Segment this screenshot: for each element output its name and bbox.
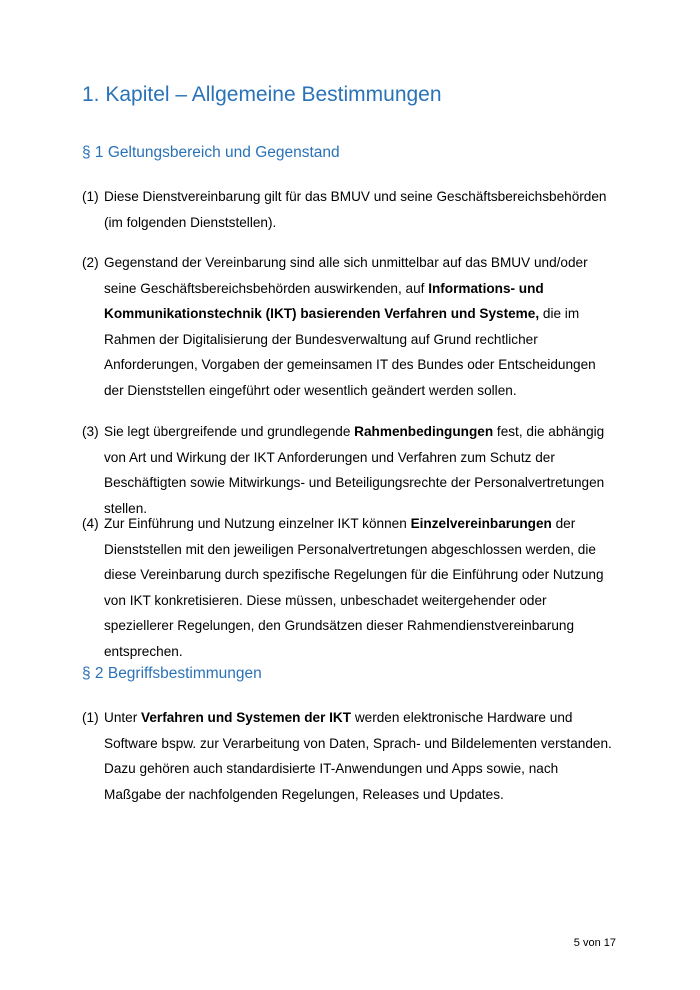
paragraph-text: Zur Einführung und Nutzung einzelner IKT können Einzelvereinbarungen der Dienststellen mit den jeweiligen Personalvertretungen abgeschlossen werden, die diese Vereinbarung durch spezifische Regelungen für die Einführung oder Nutzung von IKT konkretisieren. Diese müssen, unbeschadet weitergehender oder speziellerer Regelungen, den Grundsätzen dieser Rahmendienstvereinbarung entsprechen. [104,516,604,659]
paragraph-text: Sie legt übergreifende und grundlegende Rahmenbedingungen fest, die abhängig von Art und Wirkung der IKT Anforderungen und Verfahren zum Schutz der Beschäftigten sowie Mitwirkungs- und Beteiligungsrechte der Personalvertretungen stellen. [104,424,605,516]
bold-term: Verfahren und Systemen der IKT [141,710,352,725]
bold-term: Einzelvereinbarungen [410,516,552,531]
paragraph-2-1 [82,705,618,807]
paragraph-text: Diese Dienstvereinbarung gilt für das BMUV und seine Geschäftsbereichsbehörden (im folgenden Dienststellen). [104,189,607,230]
paragraph-text: Unter Verfahren und Systemen der IKT werden elektronische Hardware und Software bspw. zur Verarbeitung von Daten, Sprach- und Bildelementen verstanden. Dazu gehören auch standardisierte IT-Anwendungen und Apps sowie, nach Maßgabe der nachfolgenden Regelungen, Releases und Updates. [104,710,612,802]
section-heading-geltungsbereich: § 1 Geltungsbereich und Gegenstand [82,144,340,161]
section-heading-begriffsbestimmungen: § 2 Begriffsbestimmungen [82,665,262,682]
bold-term: Informations- und Kommunikationstechnik (IKT) basierenden Verfahren und Systeme, [104,280,544,322]
paragraph-number: (1) [82,710,99,725]
paragraph-number: (4) [82,516,99,531]
paragraph-1-1 [82,184,618,235]
paragraph-1-3 [82,419,618,521]
chapter-title: 1. Kapitel – Allgemeine Bestimmungen [82,83,442,106]
page-number: 5 von 17 [573,937,616,949]
paragraph-number: (1) [82,189,99,204]
paragraph-number: (3) [82,424,99,439]
paragraph-number: (2) [82,255,99,270]
bold-term: Rahmenbedingungen [354,424,494,439]
paragraph-1-4 [82,511,618,665]
paragraph-1-2 [82,250,618,404]
paragraph-text: Gegenstand der Vereinbarung sind alle sich unmittelbar auf das BMUV und/oder seine Geschäftsbereichsbehörden auswirkenden, auf Informations- und Kommunikationstechnik (IKT) basierenden Verfahren und Systeme, die im Rahmen der Digitalisierung der Bundesverwaltung auf Grund rechtlicher Anforderungen, Vorgaben der gemeinsamen IT des Bundes oder Entscheidungen der Dienststellen eingeführt oder wesentlich geändert werden sollen. [104,255,596,398]
